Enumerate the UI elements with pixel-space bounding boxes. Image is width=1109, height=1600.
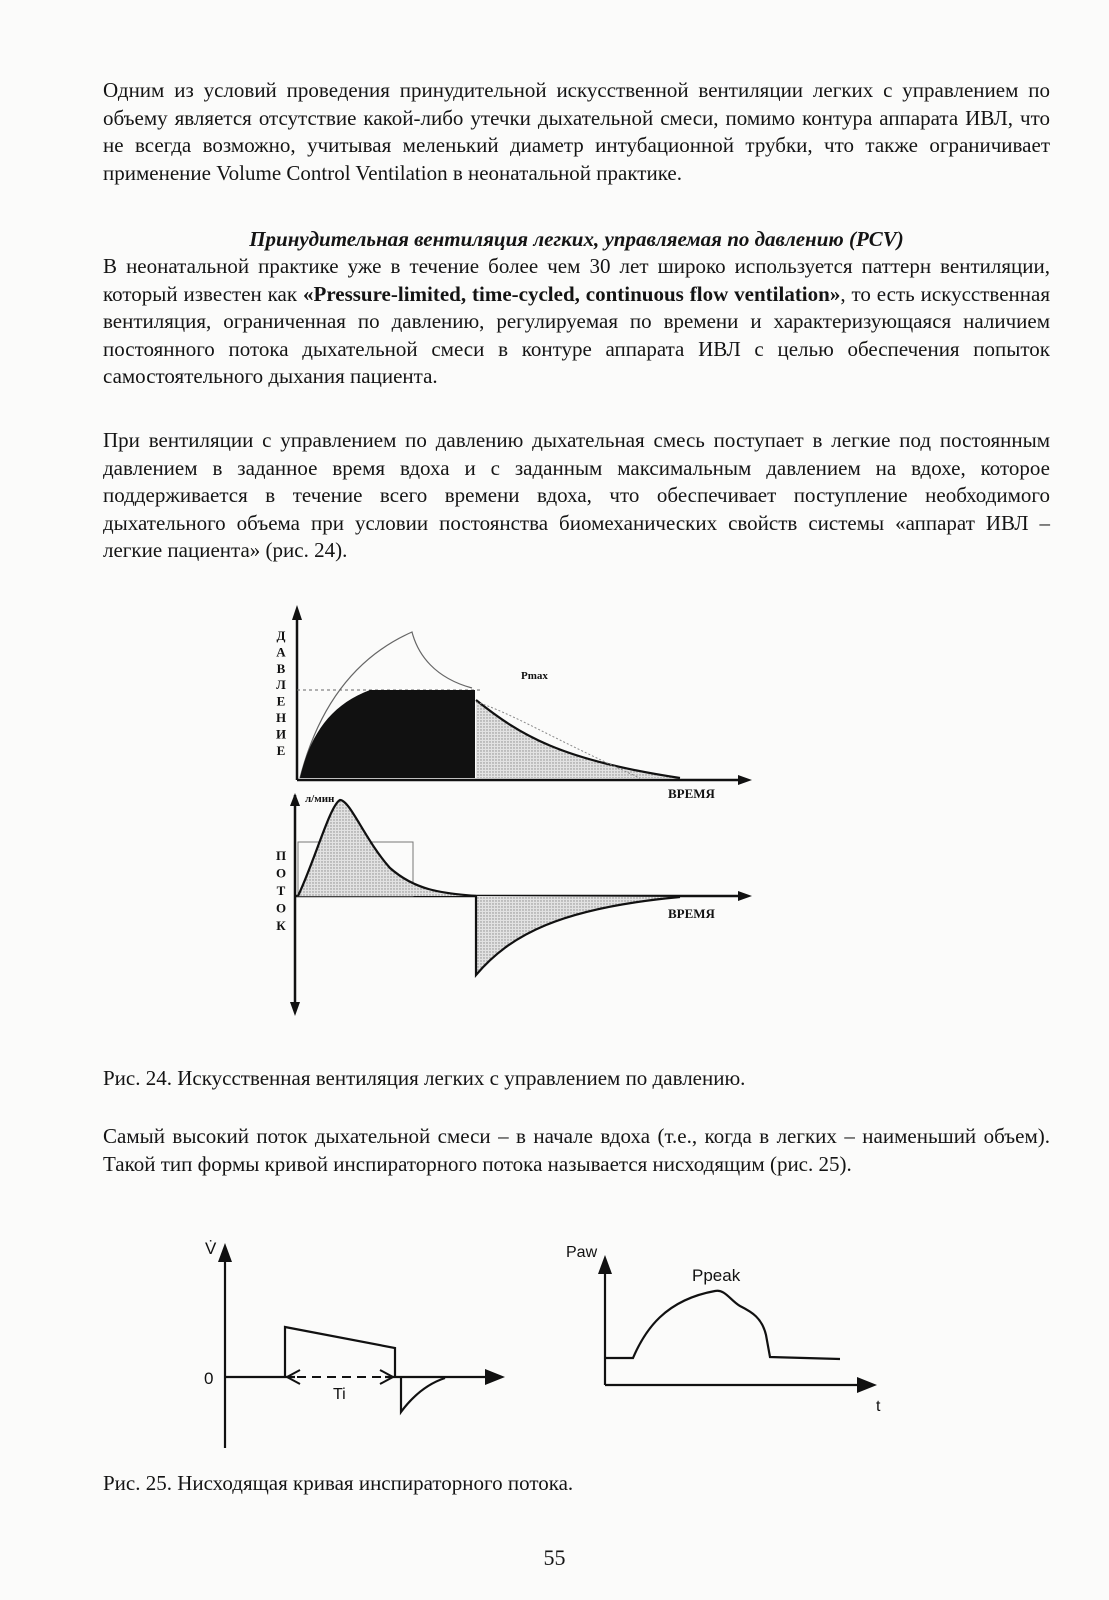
flow-axis-arrow-down [290, 1002, 300, 1016]
section-heading-pcv: Принудительная вентиляция легких, управляемая по давлению (PCV) [249, 227, 904, 251]
axis-letter: Н [275, 710, 287, 725]
axis-letter: В [276, 660, 286, 676]
axis-letter: Д [276, 628, 286, 643]
paragraph-text: , то есть искусственная вентиляция, ограниченная по давлению, регулируемая по времени и характеризующаяся наличием постоянного потока дыхательной смеси в контуре аппарата ИВЛ с целью обеспечения попыток самостоятельного дыхания пациента. [103, 281, 1050, 388]
axis-letter: К [276, 918, 286, 933]
paragraph-decelerating-flow: Самый высокий поток дыхательной смеси – в начале вдоха (т.е., когда в легких – наименьший объем). Такой тип формы кривой инспираторного потока называется нисходящим (рис. 25). [103, 1124, 1050, 1176]
expiratory-flow-small-curve [401, 1377, 445, 1412]
paw-axis-arrow [598, 1255, 612, 1274]
axis-letter: Л [276, 677, 286, 693]
ti-label: Ti [333, 1386, 346, 1403]
figure-25-pressure-panel [566, 1244, 881, 1415]
vdot-label: V̇ [205, 1239, 217, 1258]
figure-24-caption: Рис. 24. Искусственная вентиляция легких с управлением по давлению. [103, 1066, 746, 1090]
pressure-axis-label [276, 628, 286, 758]
flow-zero-axis-arrow [485, 1369, 505, 1385]
decelerating-flow-curve [285, 1327, 395, 1377]
pressure-panel [292, 605, 752, 801]
bold-term: «Pressure-limited, time-cycled, continuous flow ventilation» [303, 281, 841, 306]
axis-letter: Т [276, 883, 286, 898]
flow-unit-label: л/мин [305, 793, 335, 805]
axis-letter: О [275, 900, 287, 916]
figure-25-flow-panel [204, 1239, 505, 1448]
pressure-label-text [276, 628, 286, 758]
page-number: 55 [543, 1545, 566, 1570]
t-label: t [876, 1398, 881, 1415]
expiratory-pressure-area [476, 700, 680, 778]
vdot-axis-arrow [218, 1243, 232, 1262]
paragraph-volume-control: Одним из условий проведения принудительной искусственной вентиляции легких с управлением по объему является отсутствие какой-либо утечки дыхательной смеси, помимо контура аппарата ИВЛ, что не всегда возможно, учитывая меленький диаметр интубационной трубки, что также ограничивает применение Volume Control Ventilation в неонатальной практике. [103, 78, 1050, 185]
time-axis-bottom-arrow [738, 891, 752, 901]
expiratory-flow-area [476, 896, 680, 975]
t-axis-arrow [857, 1377, 877, 1393]
ppeak-label: Ppeak [692, 1266, 741, 1285]
figure-25-caption: Рис. 25. Нисходящая кривая инспираторного потока. [103, 1471, 574, 1495]
inspiratory-pressure-area [300, 690, 475, 778]
axis-letter: И [275, 726, 287, 742]
time-label-bottom: ВРЕМЯ [668, 906, 715, 921]
flow-axis-label [276, 848, 286, 933]
paw-curve [605, 1291, 840, 1359]
paragraph-pressure-control: При вентиляции с управлением по давлению дыхательная смесь поступает в легкие под постоянным давлением в заданное время вдоха и с заданным максимальным давлением на вдохе, которое поддерживается в течение всего времени вдоха, что обеспечивает поступление необходимого дыхательного объема при условии постоянства биомеханических свойств системы «аппарат ИВЛ – легкие пациента» (рис. 24). [103, 428, 1050, 562]
time-label-top: ВРЕМЯ [668, 786, 715, 801]
flow-panel [290, 793, 752, 1016]
pmax-label: Pmax [521, 670, 548, 682]
paw-label: Paw [566, 1244, 598, 1261]
inspiratory-flow-area [298, 800, 476, 896]
axis-letter: Е [276, 693, 286, 709]
flow-axis-arrow-up [290, 793, 300, 806]
time-axis-top-arrow [738, 775, 752, 785]
axis-letter: П [275, 848, 287, 863]
paragraph-text: В неонатальной практике уже в течение более чем 30 лет широко используется паттерн вентиляции, который известен как [103, 254, 1050, 306]
pressure-axis-arrow [292, 605, 302, 620]
axis-letter: Е [276, 742, 286, 758]
zero-label: 0 [204, 1369, 214, 1388]
axis-letter: А [276, 644, 286, 660]
flow-label-text [276, 848, 286, 933]
axis-letter: О [275, 865, 287, 881]
